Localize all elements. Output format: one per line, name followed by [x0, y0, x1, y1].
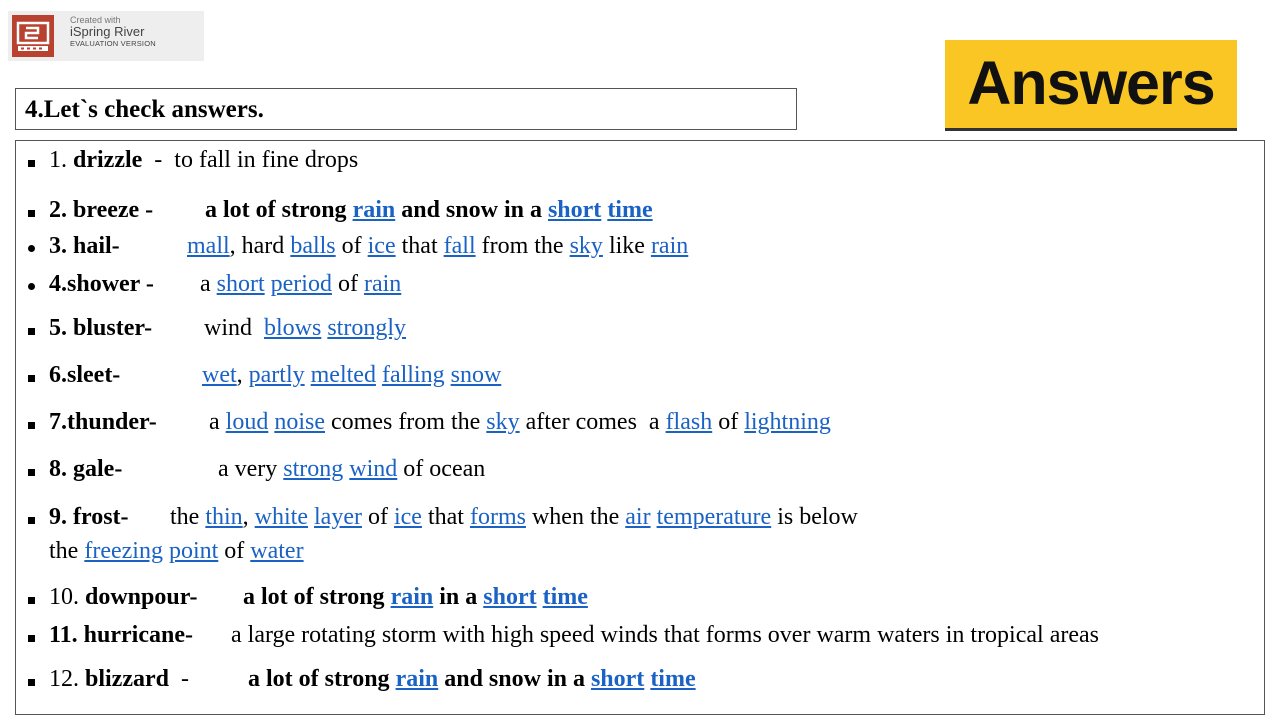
word-link[interactable]: rain	[390, 584, 434, 610]
word-link[interactable]: freezing	[84, 538, 163, 564]
item-term: 8. gale-	[49, 456, 123, 482]
word-link[interactable]: rain	[352, 197, 396, 223]
word-link[interactable]: short	[590, 666, 645, 692]
word-link[interactable]: melted	[310, 362, 376, 388]
bullet-icon	[28, 469, 35, 476]
bullet-icon	[28, 679, 35, 686]
word-link[interactable]: fall	[443, 233, 476, 259]
word-link[interactable]: ice	[367, 233, 396, 259]
bullet-icon	[28, 635, 35, 642]
word-link[interactable]: short	[216, 271, 265, 297]
answers-banner-text: Answers	[967, 49, 1215, 117]
page-title: 4.Let`s check answers.	[25, 96, 264, 123]
ispring-logo-icon	[12, 15, 54, 57]
word-link[interactable]: temperature	[656, 504, 772, 530]
bullet-icon	[28, 328, 35, 335]
word-link[interactable]: mall	[187, 233, 230, 259]
bullet-icon	[28, 422, 35, 429]
logo-line3: EVALUATION VERSION	[70, 39, 156, 49]
item-term: 5. bluster-	[49, 315, 153, 341]
word-link[interactable]: strong	[283, 456, 344, 482]
logo-line2: iSpring River	[70, 24, 145, 40]
word-link[interactable]: balls	[290, 233, 336, 259]
item-term: 4.shower -	[49, 271, 154, 297]
word-link[interactable]: time	[650, 666, 696, 692]
word-link[interactable]: white	[254, 504, 308, 530]
answers-list: 1. drizzle - to fall in fine drops 2. breeze - a lot of strong rain and snow in a short time 3. hail- mall, hard balls of ice that fall from the sky like rain 4.shower - a short period of rain 5. bluster- wind blows strongly 6.sleet- wet, partly melted falling snow 7.thunder- a loud noise comes from the sky after comes a flash of lightning 8. gale- a very strong wind of ocean 9. frost- the thin, white layer of ice that forms when the air temperature is below the freezing point of water 10. downpour- a lot of strong rain in a short time 11. hurricane- a large rotating storm with high speed winds that forms over warm waters in tropical areas 12. blizzard - a lot of strong rain and snow in a short time	[15, 140, 1265, 715]
item-definition: a lot of strong rain and snow in a short time	[205, 197, 653, 223]
item-term: 11. hurricane-	[49, 622, 193, 648]
item-definition: a large rotating storm with high speed winds that forms over warm waters in tropical areas	[231, 622, 1099, 648]
word-link[interactable]: rain	[395, 666, 439, 692]
bullet-icon	[28, 597, 35, 604]
word-link[interactable]: water	[250, 538, 304, 564]
item-term: 3. hail-	[49, 233, 120, 259]
item-definition: the thin, white layer of ice that forms when the air temperature is below	[170, 504, 858, 530]
bullet-icon	[28, 375, 35, 382]
item-definition: the freezing point of water	[49, 538, 304, 564]
item-definition: wind blows strongly	[204, 315, 407, 341]
word-link[interactable]: rain	[363, 271, 402, 297]
item-definition: a lot of strong rain and snow in a short time	[248, 666, 696, 692]
word-link[interactable]: partly	[248, 362, 305, 388]
bullet-icon	[28, 283, 35, 290]
item-number: 10.	[49, 584, 79, 610]
word-link[interactable]: blows	[264, 315, 322, 341]
item-definition: a loud noise comes from the sky after comes a flash of lightning	[209, 409, 831, 435]
item-definition: a lot of strong rain in a short time	[243, 584, 588, 610]
item-definition: a very strong wind of ocean	[218, 456, 486, 482]
word-link[interactable]: short	[483, 584, 537, 610]
logo-text	[70, 15, 156, 49]
bullet-icon	[28, 160, 35, 167]
word-link[interactable]: time	[542, 584, 588, 610]
logo-line1: Created with	[70, 15, 121, 25]
word-link[interactable]: time	[607, 197, 653, 223]
word-link[interactable]: strongly	[327, 315, 407, 341]
item-definition: a short period of rain	[200, 271, 402, 297]
word-link[interactable]: period	[270, 271, 332, 297]
word-link[interactable]: wet	[202, 362, 237, 388]
item-term: 2. breeze -	[49, 197, 154, 223]
item-definition: wet, partly melted falling snow	[202, 362, 502, 388]
word-link[interactable]: layer	[314, 504, 362, 530]
item-term: drizzle	[73, 147, 143, 173]
word-link[interactable]: ice	[393, 504, 422, 530]
word-link[interactable]: loud	[225, 409, 269, 435]
bullet-icon	[28, 517, 35, 524]
word-link[interactable]: snow	[450, 362, 502, 388]
item-definition: mall, hard balls of ice that fall from the sky like rain	[187, 233, 689, 259]
item-term: 7.thunder-	[49, 409, 157, 435]
item-term: 9. frost-	[49, 504, 129, 530]
word-link[interactable]: lightning	[744, 409, 831, 435]
word-link[interactable]: short	[547, 197, 602, 223]
word-link[interactable]: flash	[665, 409, 713, 435]
item-term: blizzard	[85, 666, 169, 692]
word-link[interactable]: noise	[274, 409, 325, 435]
title-box	[15, 88, 797, 130]
word-link[interactable]: forms	[469, 504, 526, 530]
word-link[interactable]: point	[168, 538, 219, 564]
bullet-icon	[28, 245, 35, 252]
item-definition: to fall in fine drops	[174, 147, 359, 173]
word-link[interactable]: thin	[205, 504, 243, 530]
ispring-logo	[8, 11, 204, 61]
item-term: downpour-	[85, 584, 198, 610]
item-number: 1.	[49, 147, 67, 173]
word-link[interactable]: sky	[486, 409, 520, 435]
word-link[interactable]: wind	[349, 456, 398, 482]
word-link[interactable]: rain	[650, 233, 689, 259]
bullet-icon	[28, 210, 35, 217]
word-link[interactable]: falling	[381, 362, 445, 388]
item-number: 12.	[49, 666, 79, 692]
answers-banner	[945, 40, 1237, 131]
word-link[interactable]: air	[625, 504, 651, 530]
item-term: 6.sleet-	[49, 362, 121, 388]
word-link[interactable]: sky	[569, 233, 603, 259]
